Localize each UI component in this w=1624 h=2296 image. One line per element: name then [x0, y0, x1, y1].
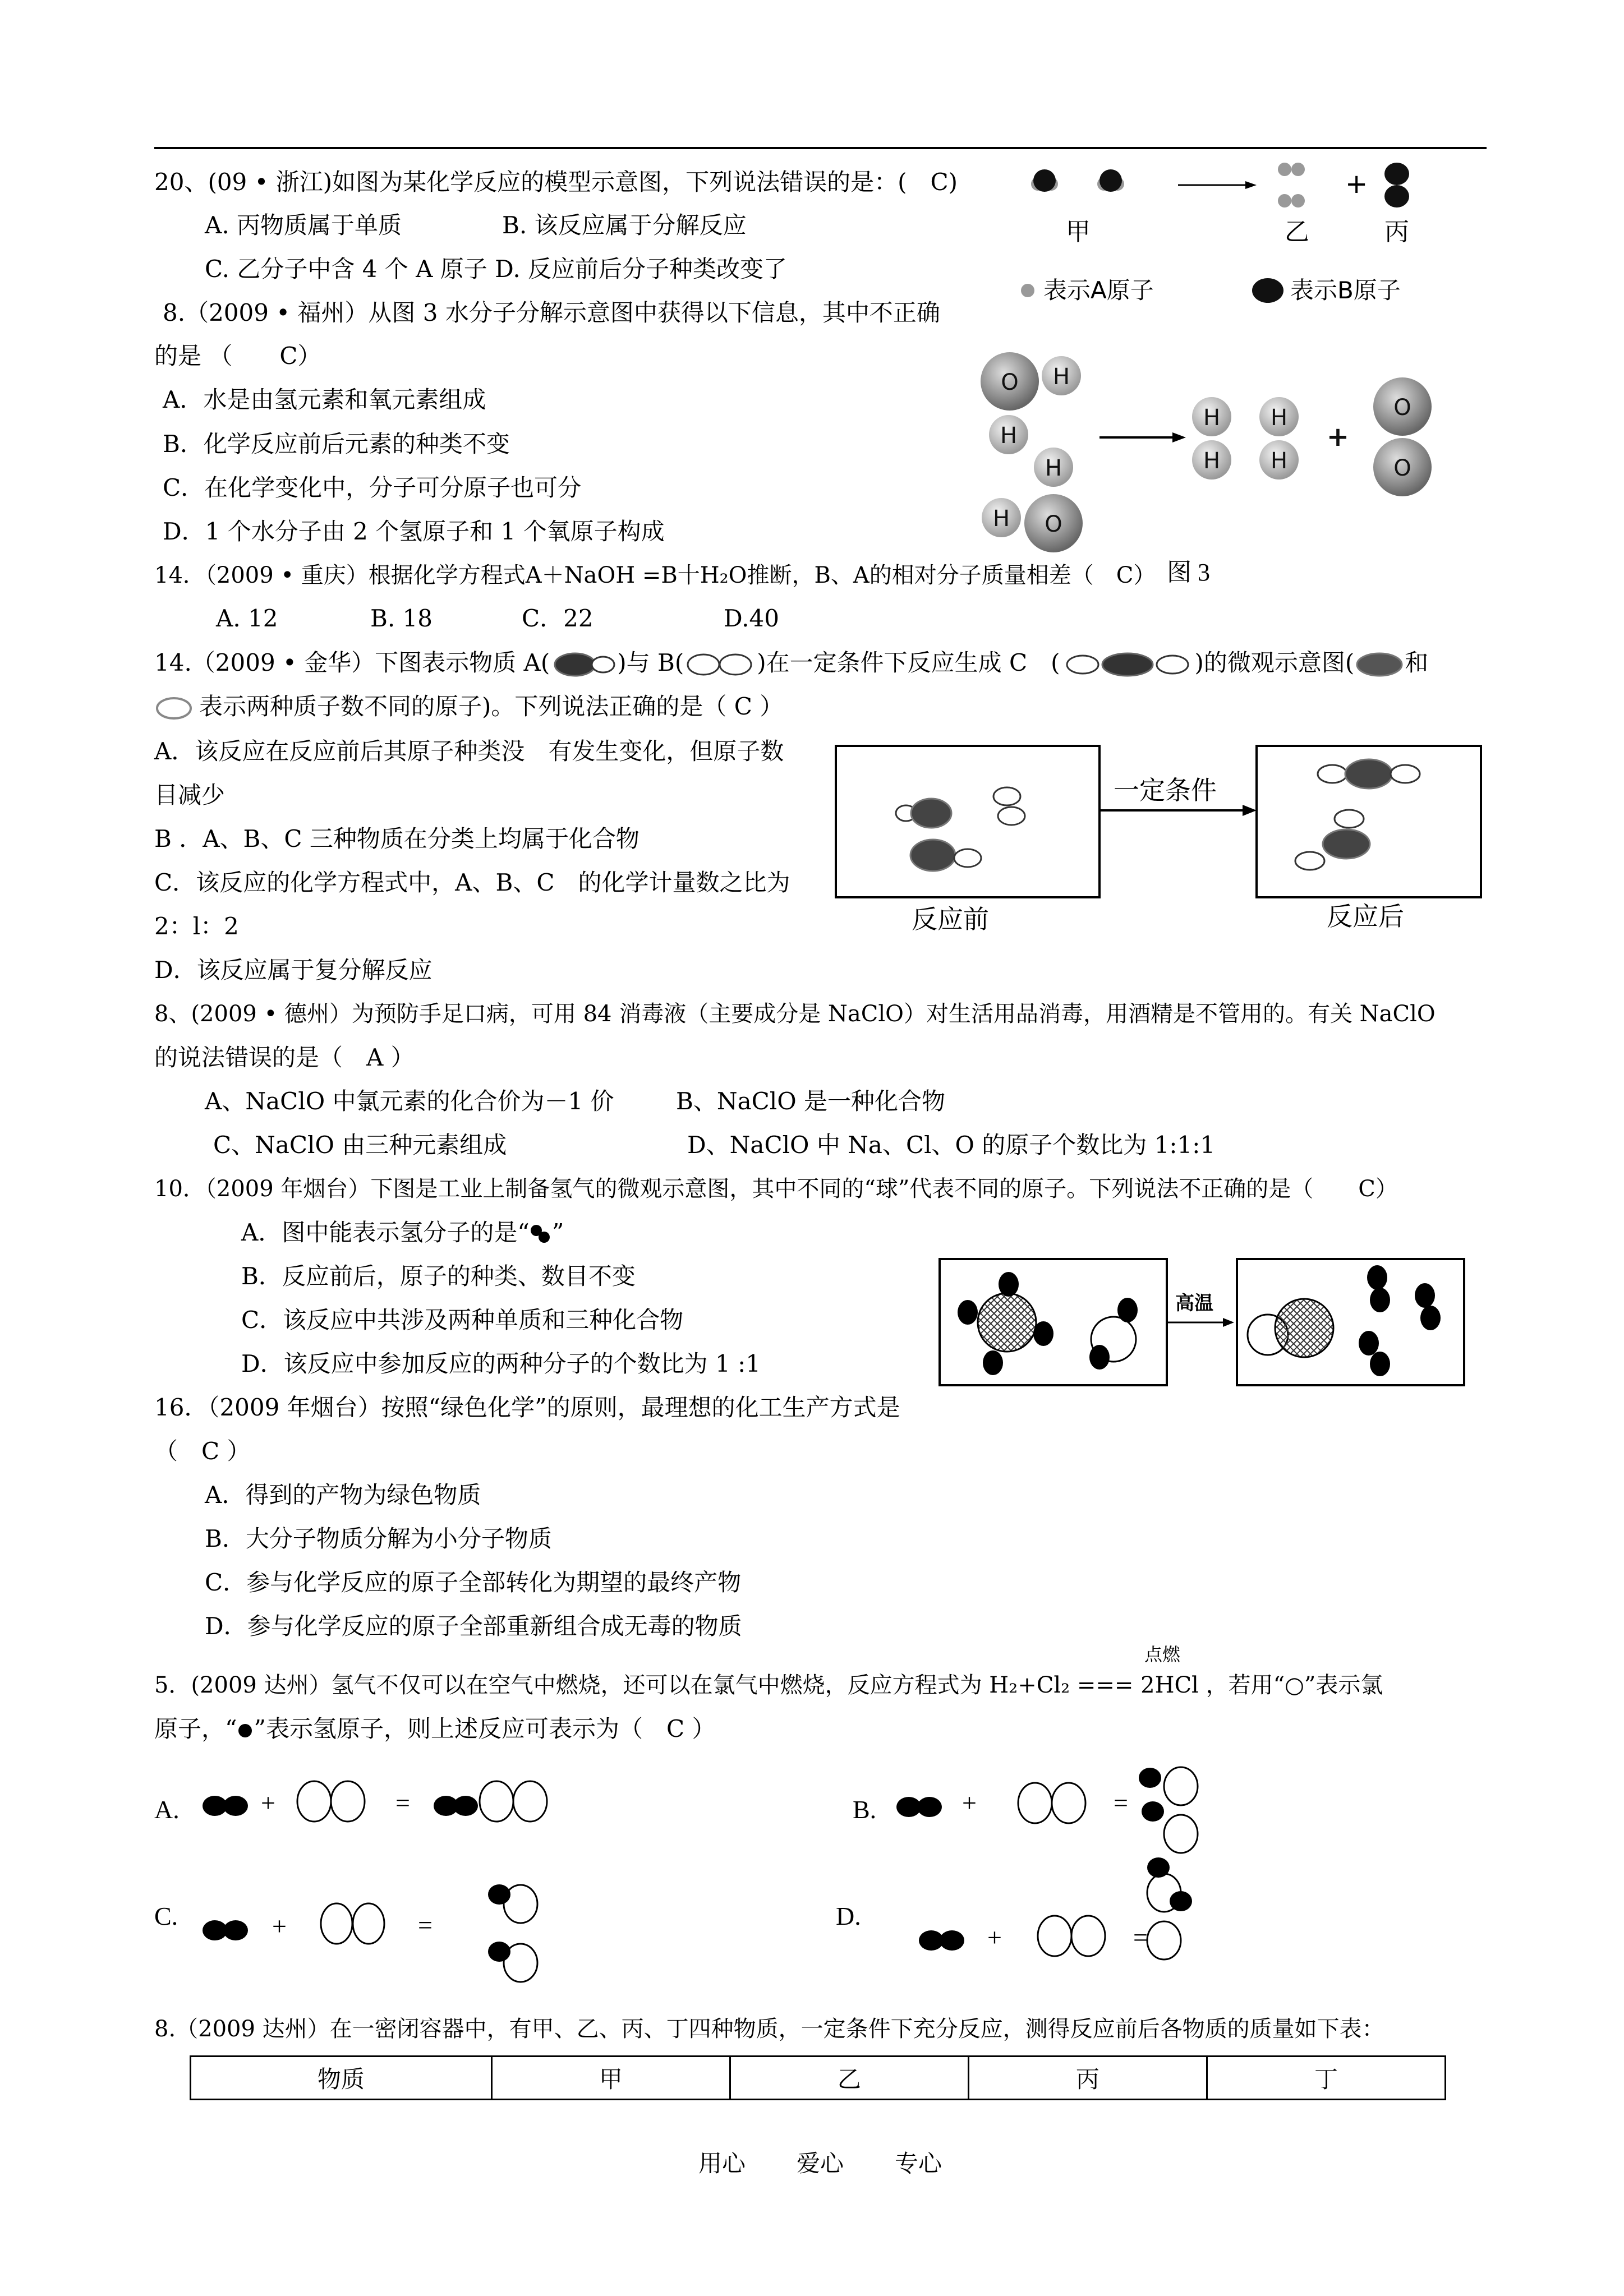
- q10-yantai-reaction-diagram: [937, 1256, 1475, 1391]
- q8-dezhou-stem-line1: 8、(2009 • 德州）为预防手足口病，可用 84 消毒液（主要成分是 NaClO）对生活用品消毒，用酒精是不管用的。有关 NaClO: [154, 1001, 1436, 1027]
- q10-yantai-option-d: D．该反应中参加反应的两种分子的个数比为 1 :1: [241, 1350, 761, 1377]
- svg-text:+: +: [987, 1923, 1002, 1952]
- table-header-cell: 甲: [491, 2057, 730, 2100]
- q20-legend-a: 表示A原子: [1043, 276, 1154, 304]
- svg-text:=: =: [1133, 1923, 1148, 1952]
- after-molecule-c: [1295, 810, 1370, 870]
- light-atom-icon: [154, 694, 199, 722]
- svg-text:+: +: [272, 1912, 287, 1940]
- q5-option-a-cl2: [297, 1781, 365, 1822]
- q20-plus: +: [1345, 168, 1368, 200]
- q5-option-b-product: [1139, 1767, 1198, 1853]
- q5-option-c-label: C.: [154, 1902, 178, 1930]
- svg-text:H: H: [1000, 423, 1018, 449]
- q5-option-a-label: A.: [154, 1795, 180, 1824]
- top-rule: [154, 147, 1487, 149]
- q20-legend-a-atom: [1021, 284, 1034, 297]
- svg-text:=: =: [1114, 1788, 1128, 1817]
- molecule-c-icon: [1060, 651, 1195, 679]
- q14-chongqing-stem: 14．（2009 • 重庆）根据化学方程式A＋NaOH =B十H₂O推断，B、A的相对分子质量相差（ C）: [154, 563, 1156, 588]
- q20-option-b: B. 该反应属于分解反应: [502, 211, 747, 239]
- hydrogen-molecule-2: [1259, 397, 1299, 480]
- q5-option-c-hcl-1: [488, 1884, 537, 1923]
- before-water-molecule: [1089, 1298, 1138, 1370]
- table-header-cell: 乙: [730, 2057, 968, 2100]
- svg-text:H: H: [1052, 364, 1070, 390]
- svg-text:H: H: [1045, 455, 1062, 481]
- q14-jinhua-option-c-line2: 2：l：2: [154, 912, 239, 940]
- q5-dazhou-options-diagram: [154, 1755, 1501, 1991]
- q20-reactant-molecule: [1097, 169, 1124, 192]
- dark-atom-icon: [1354, 651, 1405, 679]
- q8-fuzhou-option-d: D．1 个水分子由 2 个氢原子和 1 个氧原子构成: [163, 518, 665, 545]
- q5-option-b-h2: [896, 1797, 942, 1817]
- svg-text:O: O: [1001, 370, 1019, 395]
- q20-options-cd: C. 乙分子中含 4 个 A 原子 D. 反应前后分子种类改变了: [205, 255, 788, 283]
- table-header-cell: 丙: [968, 2057, 1207, 2100]
- q16-yantai-option-c: C．参与化学反应的原子全部转化为期望的最终产物: [205, 1569, 742, 1596]
- svg-text:+: +: [1326, 421, 1350, 453]
- q16-yantai-answer: （ C ）: [154, 1437, 251, 1465]
- q5-option-d-cl2: [1038, 1916, 1105, 1956]
- after-co-molecule: [1248, 1299, 1333, 1357]
- q14-jinhua-option-b: B ．A、B、C 三种物质在分类上均属于化合物: [154, 825, 640, 852]
- after-hydrogen-molecules: [1359, 1265, 1441, 1376]
- q14-jinhua-stem-line1: 14.（2009 • 金华）下图表示物质 A( )与 B( )在一定条件下反应生成 C ( )的微观示意图( 和: [154, 646, 1428, 680]
- q14-jinhua-option-d: D．该反应属于复分解反应: [154, 956, 433, 984]
- q5-option-b-cl2: [1018, 1783, 1085, 1823]
- svg-text:O: O: [1393, 455, 1411, 481]
- oxygen-molecule: [1373, 377, 1432, 496]
- svg-text:H: H: [1270, 448, 1288, 474]
- hydrogen-molecule-icon: [530, 1220, 552, 1248]
- before-molecule-a: [896, 799, 951, 828]
- svg-text:O: O: [1393, 395, 1411, 421]
- before-molecule-a: [910, 840, 981, 871]
- after-molecule-c: [1318, 759, 1420, 789]
- q20-label-bing: 丙: [1384, 218, 1409, 246]
- q5-option-b-product-2: [1147, 1857, 1192, 1960]
- table-header-row: [191, 2057, 1446, 2100]
- footer-word-3: 专心: [895, 2150, 942, 2177]
- q5-dazhou-condition: 点燃: [1144, 1644, 1181, 1665]
- q8-fuzhou-figure-caption: 图 3: [1167, 559, 1210, 586]
- table-header-cell: 丁: [1207, 2057, 1445, 2100]
- q14-jinhua-condition-label: 一定条件: [1114, 775, 1217, 805]
- svg-text:O: O: [1045, 511, 1062, 537]
- q8-dazhou-mass-table: [190, 2055, 1446, 2100]
- q20-label-jia: 甲: [1066, 218, 1091, 246]
- water-molecule-1: [981, 352, 1081, 454]
- q14-chongqing-option-d: D.40: [724, 605, 779, 632]
- svg-text:H: H: [1203, 405, 1221, 431]
- q8-dezhou-stem-line2: 的说法错误的是（ A ）: [154, 1044, 415, 1071]
- q14-jinhua-reaction-diagram: [833, 743, 1484, 934]
- q20-product-yi-molecule: [1278, 163, 1305, 208]
- hydrogen-molecule-1: [1192, 397, 1231, 480]
- molecule-a-icon: [550, 651, 617, 679]
- q16-yantai-option-b: B．大分子物质分解为小分子物质: [205, 1525, 552, 1552]
- q8-fuzhou-option-b: B．化学反应前后元素的种类不变: [163, 430, 510, 458]
- svg-text:H: H: [992, 506, 1010, 532]
- svg-text:=: =: [418, 1911, 433, 1939]
- q8-fuzhou-stem-line1: 8.（2009 • 福州）从图 3 水分子分解示意图中获得以下信息，其中不正确: [163, 299, 940, 326]
- q5-dazhou-stem-line2: 原子，“ ”表示氢原子，则上述反应可表示为（ C ）: [154, 1715, 716, 1742]
- q16-yantai-option-a: A．得到的产物为绿色物质: [205, 1481, 481, 1509]
- svg-text:=: =: [395, 1788, 410, 1817]
- svg-text:H: H: [1203, 448, 1221, 474]
- q14-chongqing-option-b: B. 18: [370, 605, 433, 632]
- q8-fuzhou-option-c: C．在化学变化中，分子可分原子也可分: [163, 474, 582, 501]
- q8-dezhou-option-a: A、NaClO 中氯元素的化合价为－1 价: [205, 1087, 614, 1115]
- q10-yantai-option-b: B．反应前后，原子的种类、数目不变: [241, 1262, 636, 1290]
- q8-dazhou-stem: 8.（2009 达州）在一密闭容器中，有甲、乙、丙、丁四种物质，一定条件下充分反应，测得反应前后各物质的质量如下表：: [154, 2016, 1384, 2042]
- q20-reactant-molecule: [1031, 169, 1058, 192]
- q14-jinhua-option-a-line1: A．该反应在反应前后其原子种类没 有发生变化，但原子数: [154, 737, 784, 765]
- q14-jinhua-option-c-line1: C．该反应的化学方程式中，A、B、C 的化学计量数之比为: [154, 869, 790, 896]
- q5-option-d-label: D.: [836, 1902, 861, 1930]
- q20-legend-b: 表示B原子: [1290, 276, 1401, 304]
- q5-option-a-h2: [203, 1796, 248, 1816]
- q10-yantai-option-c: C．该反应中共涉及两种单质和三种化合物: [241, 1306, 684, 1334]
- q20-stem: 20、(09 • 浙江)如图为某化学反应的模型示意图，下列说法错误的是：( C): [154, 168, 958, 196]
- q8-dezhou-option-c: C、NaClO 由三种元素组成: [213, 1131, 507, 1159]
- q5-option-c-cl2: [321, 1903, 384, 1944]
- q8-fuzhou-option-a: A．水是由氢元素和氧元素组成: [163, 386, 486, 413]
- q14-jinhua-before-label: 反应前: [912, 904, 989, 934]
- q20-reaction-diagram: [1021, 157, 1481, 314]
- q5-option-d-h2: [919, 1930, 964, 1951]
- svg-text:H: H: [1270, 405, 1288, 431]
- q20-legend-b-atom: [1252, 278, 1283, 303]
- table-header-cell: 物质: [191, 2057, 492, 2100]
- q5-option-c-hcl-2: [488, 1942, 537, 1982]
- q14-jinhua-option-a-line2: 目减少: [154, 781, 226, 809]
- q14-jinhua-stem-line2: 表示两种质子数不同的原子)。下列说法正确的是（ C ）: [154, 690, 783, 723]
- q20-label-yi: 乙: [1285, 218, 1309, 246]
- water-molecule-2: [982, 448, 1083, 552]
- molecule-b-icon: [684, 651, 757, 679]
- q5-dazhou-stem-line1: 5．(2009 达州）氢气不仅可以在空气中燃烧，还可以在氯气中燃烧，反应方程式为 H₂+Cl₂ === 2HCl ，若用“○”表示氯: [154, 1672, 1383, 1698]
- q8-fuzhou-water-decomposition-diagram: [970, 345, 1475, 592]
- q8-fuzhou-stem-line2: 的是 （ C）: [154, 342, 321, 370]
- q14-chongqing-option-a: A. 12: [216, 605, 278, 632]
- q5-option-c-h2: [203, 1920, 248, 1940]
- q16-yantai-stem: 16．（2009 年烟台）按照“绿色化学”的原则，最理想的化工生产方式是: [154, 1394, 900, 1421]
- q16-yantai-option-d: D．参与化学反应的原子全部重新组合成无毒的物质: [205, 1612, 742, 1640]
- q5-option-a-product: [434, 1781, 547, 1822]
- before-methane-molecule: [958, 1272, 1053, 1375]
- hydrogen-atom-icon: [237, 1719, 254, 1742]
- q8-dezhou-option-b: B、NaClO 是一种化合物: [676, 1087, 946, 1115]
- q10-yantai-condition-label: 高温: [1175, 1293, 1213, 1314]
- before-molecule-b: [993, 787, 1025, 825]
- q20-option-a: A. 丙物质属于单质: [205, 211, 402, 239]
- q10-yantai-stem: 10．（2009 年烟台）下图是工业上制备氢气的微观示意图，其中不同的“球”代表不同的原子。下列说法不正确的是（ C）: [154, 1176, 1398, 1202]
- q14-chongqing-option-c: C．22: [522, 605, 594, 632]
- footer-word-2: 爱心: [797, 2150, 844, 2177]
- q5-option-b-label: B.: [853, 1795, 877, 1824]
- svg-text:+: +: [962, 1788, 977, 1817]
- q20-product-bing-molecule: [1384, 163, 1409, 208]
- q10-yantai-option-a: A．图中能表示氢分子的是“ ”: [241, 1216, 564, 1250]
- svg-text:+: +: [261, 1788, 275, 1817]
- footer-word-1: 用心: [698, 2150, 746, 2177]
- q14-jinhua-after-label: 反应后: [1327, 901, 1404, 932]
- q8-dezhou-option-d: D、NaClO 中 Na、Cl、O 的原子个数比为 1:1:1: [687, 1131, 1216, 1159]
